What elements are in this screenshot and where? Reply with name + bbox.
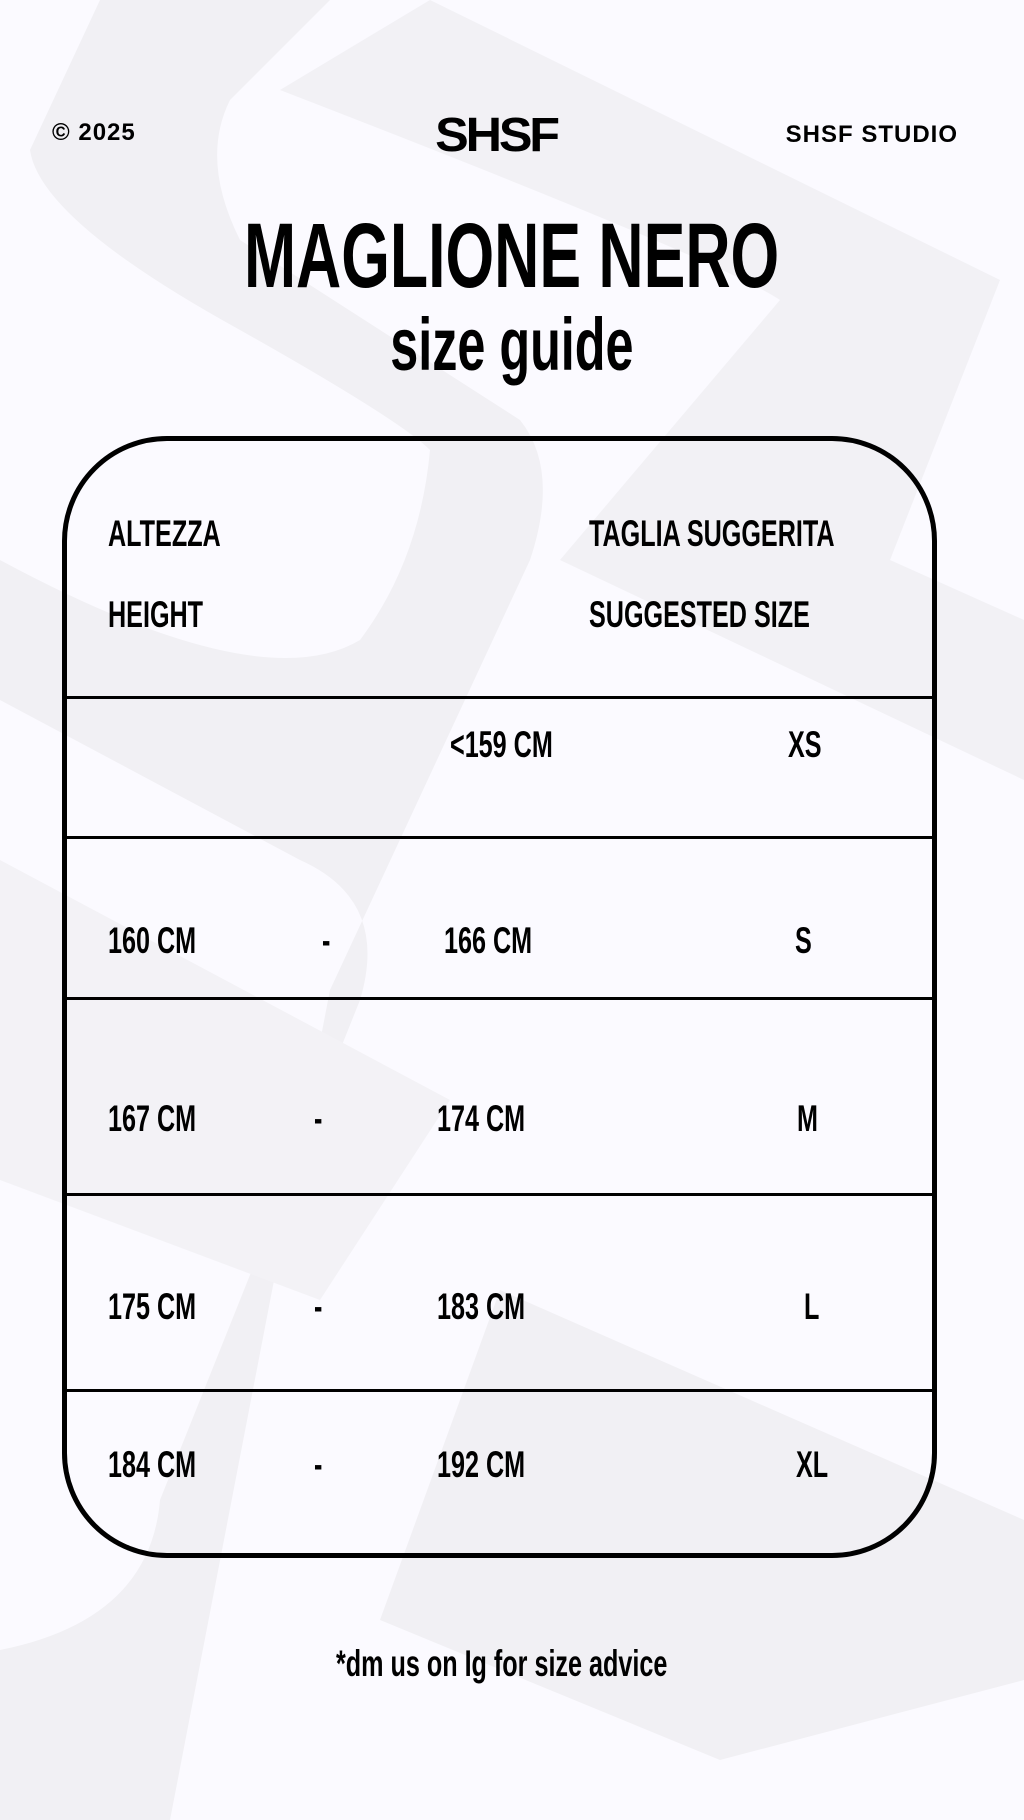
height-to: 183 CM (437, 1286, 526, 1327)
header-suggested-size: SUGGESTED SIZE (589, 594, 810, 635)
range-separator: - (314, 1098, 323, 1139)
row-divider (64, 997, 934, 1000)
header-height: HEIGHT (108, 594, 204, 635)
height-from: 160 CM (108, 920, 197, 961)
row-divider (64, 1389, 934, 1392)
brand-logo: SHSF (435, 109, 557, 162)
height-to: 174 CM (437, 1098, 526, 1139)
header-taglia: TAGLIA SUGGERITA (589, 513, 835, 554)
size-value: S (795, 920, 812, 961)
row-divider (64, 696, 934, 699)
size-value: XS (788, 724, 822, 765)
size-value: M (797, 1098, 818, 1139)
height-to: 166 CM (444, 920, 533, 961)
range-separator: - (314, 1286, 323, 1327)
header-altezza: ALTEZZA (108, 513, 221, 554)
size-value: XL (796, 1444, 829, 1485)
page-subtitle: size guide (390, 303, 634, 386)
footer-note: *dm us on Ig for size advice (336, 1643, 668, 1684)
height-from: 175 CM (108, 1286, 197, 1327)
range-separator: - (314, 1444, 323, 1485)
copyright-text: © 2025 (52, 119, 136, 146)
range-separator: - (322, 920, 331, 961)
row-divider (64, 1193, 934, 1196)
row-divider (64, 836, 934, 839)
height-to: 192 CM (437, 1444, 526, 1485)
page-title: MAGLIONE NERO (244, 205, 780, 307)
height-from: 167 CM (108, 1098, 197, 1139)
size-value: L (804, 1286, 820, 1327)
height-from: 184 CM (108, 1444, 197, 1485)
studio-name: SHSF STUDIO (785, 121, 958, 148)
height-to: <159 CM (450, 724, 553, 765)
